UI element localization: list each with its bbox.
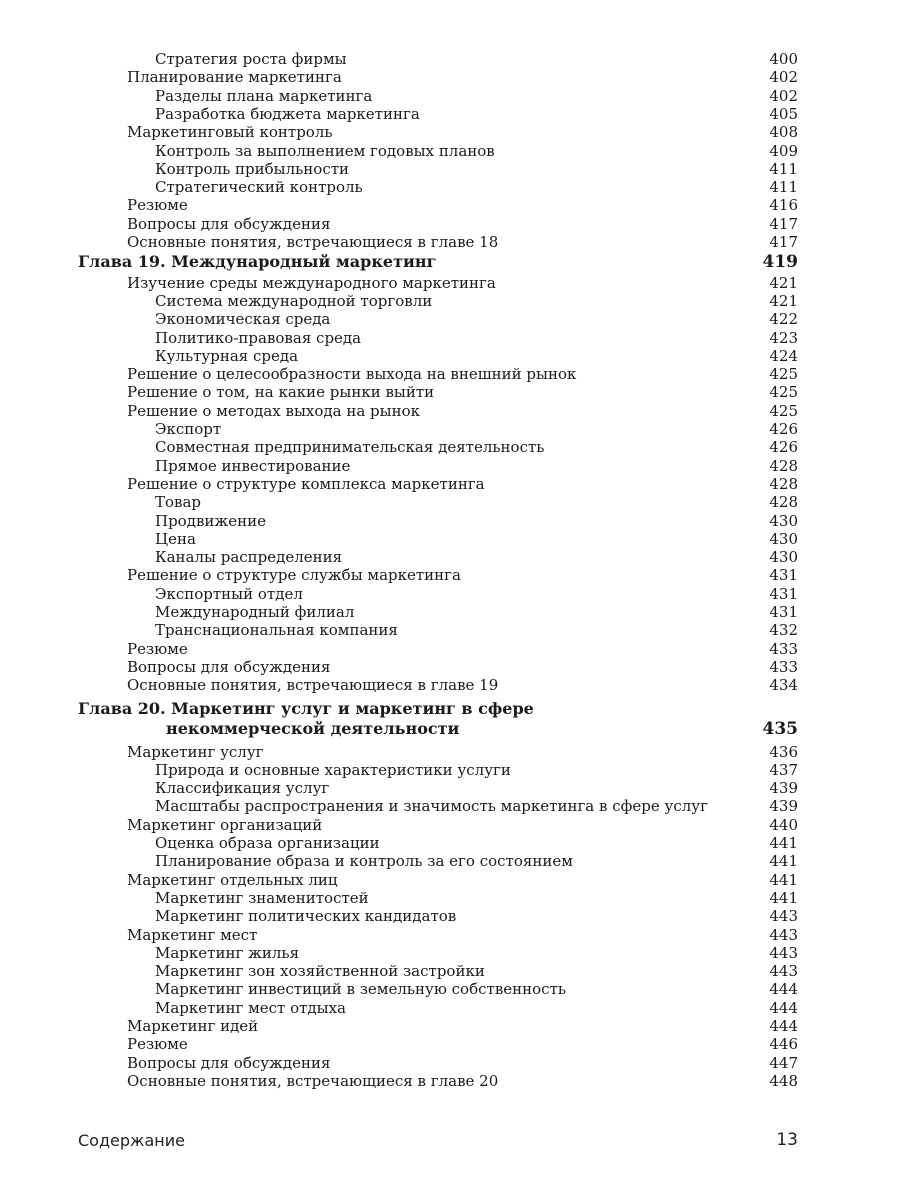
toc-entry-page: 425 [769, 365, 798, 384]
toc-entry [0, 365, 900, 383]
toc-entry-page: 447 [769, 1053, 798, 1072]
toc-entry-page: 444 [769, 980, 798, 999]
toc-entry-page: 426 [769, 420, 798, 438]
toc-entry-title: Разработка бюджета маркетинга [155, 104, 420, 123]
toc-entry [0, 310, 900, 328]
toc-entry [0, 676, 900, 694]
toc-entry-title: Планирование образа и контроль за его состоянием [155, 852, 573, 871]
toc-entry [0, 196, 900, 214]
toc-entry [0, 1072, 900, 1090]
toc-entry [0, 585, 900, 603]
toc-entry-title: Основные понятия, встречающиеся в главе 18 [127, 233, 499, 251]
toc-entry-title: Резюме [127, 196, 188, 215]
toc-entry [0, 142, 900, 160]
toc-entry-page: 443 [769, 943, 798, 962]
toc-entry-title: Маркетинг зон хозяйственной застройки [155, 962, 485, 981]
toc-entry [0, 438, 900, 456]
toc-entry-title: Маркетинг мест отдыха [155, 998, 346, 1017]
toc-entry-title: Экономическая среда [155, 310, 331, 329]
toc-entry-page: 441 [769, 852, 798, 871]
toc-entry-page: 430 [769, 548, 798, 567]
toc-entry-page: 424 [769, 346, 798, 365]
toc-entry [0, 178, 900, 196]
toc-entry-page: 428 [769, 493, 798, 512]
toc-entry [0, 761, 900, 779]
toc-entry [0, 457, 900, 475]
toc-entry-title: Маркетинг мест [127, 925, 258, 944]
toc-entry-title: Международный филиал [155, 603, 355, 621]
toc-entry-title: Стратегический контроль [155, 178, 363, 197]
toc-entry [0, 944, 900, 962]
toc-entry [0, 1017, 900, 1035]
toc-entry-title: Вопросы для обсуждения [127, 214, 331, 233]
toc-entry-page: 411 [769, 159, 798, 178]
toc-entry [0, 852, 900, 870]
toc-entry-page: 419 [762, 252, 798, 273]
toc-entry-title: Система международной торговли [155, 291, 433, 310]
toc-entry-page: 437 [769, 760, 798, 779]
toc-entry-page: 441 [769, 888, 798, 907]
toc-entry-title: Основные понятия, встречающиеся в главе 20 [127, 1071, 499, 1090]
toc-entry [0, 889, 900, 907]
toc-entry [0, 743, 900, 761]
toc-entry [0, 779, 900, 797]
toc-entry-title: Прямое инвестирование [155, 456, 351, 475]
toc-entry-page: 416 [769, 196, 798, 215]
toc-entry-title: Маркетинг жилья [155, 943, 300, 962]
toc-entry-page: 417 [769, 214, 798, 233]
toc-entry-page: 417 [769, 233, 798, 251]
toc-entry [0, 123, 900, 141]
toc-entry [0, 329, 900, 347]
toc-entry-title: Разделы плана маркетинга [155, 86, 373, 105]
toc-entry-title: Экспорт [155, 420, 222, 438]
toc-entry-page: 444 [769, 1017, 798, 1035]
toc-entry-page: 402 [769, 68, 798, 87]
toc-entry [0, 603, 900, 621]
toc-entry [0, 1054, 900, 1072]
toc-entry-title: Маркетинг инвестиций в земельную собственность [155, 980, 567, 999]
toc-entry-page: 421 [769, 291, 798, 310]
toc-entry-page: 440 [769, 815, 798, 834]
toc-entry-page: 411 [769, 178, 798, 197]
toc-entry [0, 475, 900, 493]
toc-entry-title: Классификация услуг [155, 779, 330, 798]
toc-entry-page: 431 [769, 566, 798, 585]
toc-entry-page: 439 [769, 779, 798, 798]
toc-entry-page: 443 [769, 925, 798, 944]
toc-entry-title: Решение о структуре службы маркетинга [127, 566, 461, 585]
toc-entry-page: 430 [769, 511, 798, 530]
toc-entry-title: Решение о методах выхода на рынок [127, 401, 420, 420]
toc-entry-page: 439 [769, 797, 798, 816]
toc-entry [0, 383, 900, 401]
toc-entry-title: Культурная среда [155, 346, 299, 365]
toc-entry-title: Контроль прибыльности [155, 159, 350, 178]
toc-entry-page: 433 [769, 639, 798, 658]
toc-entry-page: 446 [769, 1035, 798, 1054]
chapter-page: 435 [762, 718, 798, 739]
toc-entry-page: 405 [769, 104, 798, 123]
toc-entry-title: Основные понятия, встречающиеся в главе 19 [127, 676, 499, 695]
toc-entry [0, 566, 900, 584]
toc-entry [0, 548, 900, 566]
toc-entry-page: 433 [769, 657, 798, 676]
toc-entry-title: Маркетинг политических кандидатов [155, 907, 457, 926]
toc-entry-page: 402 [769, 86, 798, 105]
toc-chapter-entry [0, 253, 900, 271]
toc-entry-title: Глава 19. Международный маркетинг [78, 252, 437, 272]
toc-entry [0, 871, 900, 889]
toc-entry-title: Планирование маркетинга [127, 68, 342, 87]
toc-entry-page: 434 [769, 676, 798, 695]
toc-entry [0, 160, 900, 178]
toc-entry [0, 87, 900, 105]
toc-entry-title: Товар [155, 493, 202, 512]
toc-entry-page: 422 [769, 310, 798, 329]
toc-entry-title: Решение о структуре комплекса маркетинга [127, 474, 485, 493]
toc-entry-page: 428 [769, 456, 798, 475]
toc-entry [0, 402, 900, 420]
toc-entry-page: 425 [769, 401, 798, 420]
toc-entry-page: 441 [769, 870, 798, 889]
toc-entry-page: 423 [769, 328, 798, 347]
toc-entry-title: Оценка образа организации [155, 834, 380, 852]
toc-entry-page: 421 [769, 273, 798, 292]
toc-entry [0, 68, 900, 86]
toc-chapter-entry [0, 699, 900, 739]
toc-entry [0, 640, 900, 658]
toc-entry [0, 926, 900, 944]
toc-entry [0, 658, 900, 676]
toc-entry-title: Маркетинг отдельных лиц [127, 870, 338, 889]
toc-entry [0, 980, 900, 998]
toc-entry [0, 1035, 900, 1053]
toc-entry-page: 408 [769, 123, 798, 142]
toc-entry-page: 436 [769, 742, 798, 761]
toc-entry [0, 274, 900, 292]
toc-entry [0, 530, 900, 548]
toc-entry [0, 999, 900, 1017]
toc-entry-title: Транснациональная компания [155, 621, 398, 640]
toc-entry-page: 444 [769, 998, 798, 1017]
toc-entry-title: Совместная предпринимательская деятельность [155, 438, 545, 457]
footer-section-title: Содержание [78, 1131, 185, 1150]
toc-entry-page: 409 [769, 141, 798, 160]
footer-page-number: 13 [776, 1130, 798, 1150]
toc-entry [0, 797, 900, 815]
toc-entry-title: Вопросы для обсуждения [127, 1053, 331, 1072]
toc-entry-title: Цена [155, 529, 196, 548]
toc-entry-title: Изучение среды международного маркетинга [127, 273, 496, 292]
toc-entry-title: Маркетинг знаменитостей [155, 888, 369, 907]
toc-entry [0, 50, 900, 68]
toc-entry [0, 292, 900, 310]
toc-entry [0, 347, 900, 365]
toc-entry [0, 215, 900, 233]
toc-entry-page: 425 [769, 383, 798, 402]
toc-entry [0, 621, 900, 639]
toc-entry [0, 512, 900, 530]
toc-entry-title: Вопросы для обсуждения [127, 657, 331, 676]
toc-entry-title: Резюме [127, 639, 188, 658]
toc-entry-page: 430 [769, 529, 798, 548]
toc-entry-page: 431 [769, 584, 798, 603]
toc-entry [0, 962, 900, 980]
toc-entry-title: Каналы распределения [155, 548, 343, 567]
toc-entry-title: Резюме [127, 1035, 188, 1054]
toc-entry-title: Продвижение [155, 511, 266, 530]
toc-entry-title: Стратегия роста фирмы [155, 50, 347, 68]
toc-entry-title: Решение о том, на какие рынки выйти [127, 383, 435, 402]
toc-entry [0, 834, 900, 852]
toc-entry-title: Маркетинг идей [127, 1017, 259, 1035]
toc-entry-title: Маркетинг организаций [127, 815, 323, 834]
toc-entry-title: Маркетинговый контроль [127, 123, 333, 142]
toc-entry-title: Маркетинг услуг [127, 742, 264, 761]
toc-entry-title: Решение о целесообразности выхода на внешний рынок [127, 365, 577, 384]
toc-entry [0, 816, 900, 834]
toc-entry-title: Экспортный отдел [155, 584, 303, 603]
toc-entry-page: 431 [769, 603, 798, 621]
chapter-title-line-2: некоммерческой деятельности [166, 718, 460, 738]
toc-entry-page: 400 [769, 50, 798, 68]
toc-entry [0, 493, 900, 511]
toc-entry [0, 233, 900, 251]
toc-entry-page: 426 [769, 438, 798, 457]
toc-entry-page: 441 [769, 834, 798, 852]
toc-entry-page: 432 [769, 621, 798, 640]
toc-entry-page: 443 [769, 907, 798, 926]
toc-entry-page: 443 [769, 962, 798, 981]
toc-entry-title: Масштабы распространения и значимость маркетинга в сфере услуг [155, 797, 708, 816]
toc-entry-title: Природа и основные характеристики услуги [155, 760, 511, 779]
toc-entry-title: Контроль за выполнением годовых планов [155, 141, 495, 160]
chapter-title-line-1: Глава 20. Маркетинг услуг и маркетинг в сфере [78, 698, 534, 718]
toc-entry-page: 428 [769, 474, 798, 493]
toc-entry [0, 105, 900, 123]
toc-entry-page: 448 [769, 1071, 798, 1090]
toc-entry [0, 907, 900, 925]
toc-entry-title: Политико-правовая среда [155, 328, 362, 347]
toc-entry [0, 420, 900, 438]
